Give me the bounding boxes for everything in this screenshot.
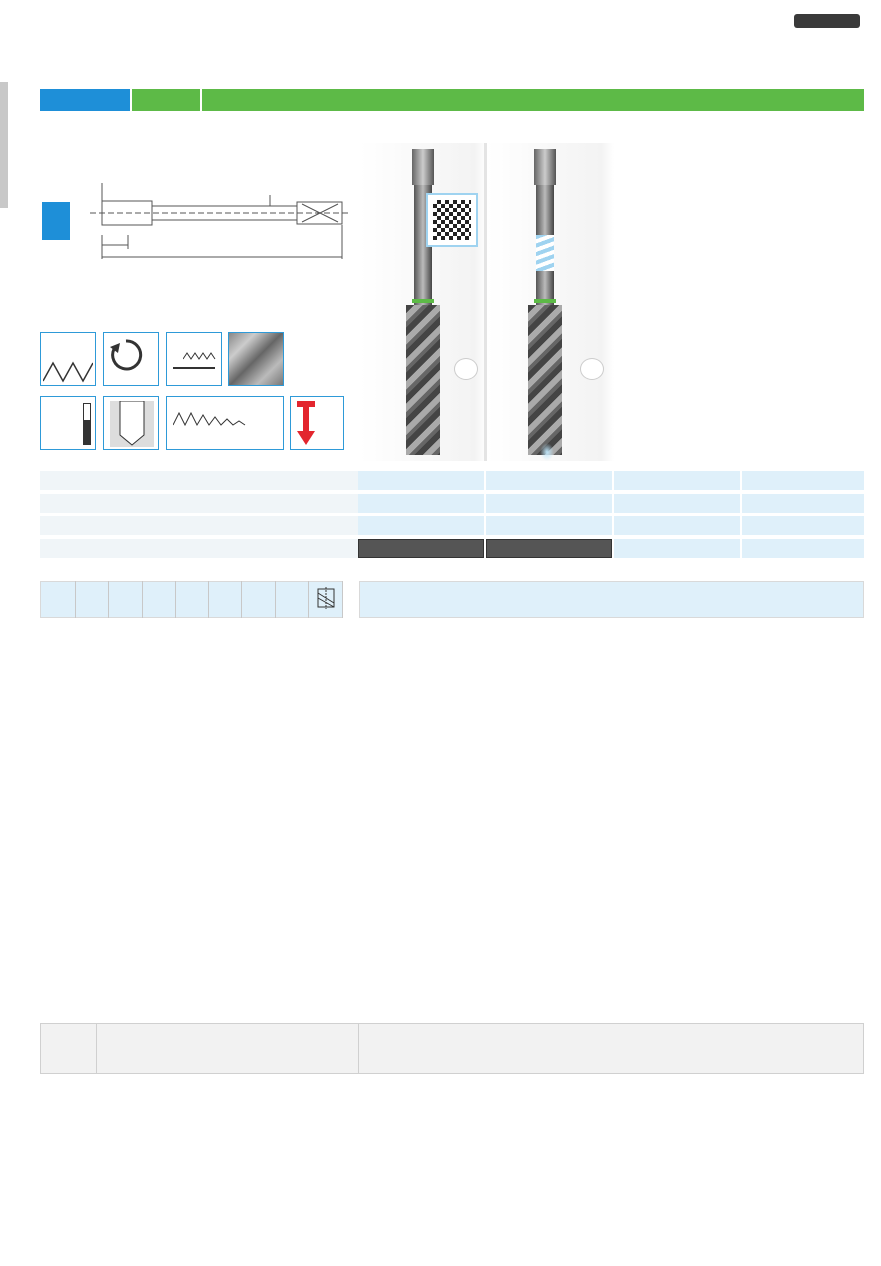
sr-icon xyxy=(290,396,344,450)
spec-header-row xyxy=(41,582,343,618)
property-label xyxy=(40,516,358,535)
property-value-1 xyxy=(358,516,484,535)
property-label xyxy=(40,539,358,558)
tool2-bt-badge xyxy=(580,358,604,380)
property-row xyxy=(40,494,864,513)
property-value-1 xyxy=(358,539,484,558)
blind-hole-icon xyxy=(103,396,159,450)
back-tapered-icon xyxy=(166,396,284,450)
iso-header xyxy=(41,1024,97,1074)
applications-bar xyxy=(202,89,864,111)
chamfer-range xyxy=(173,367,215,369)
tool1-bt-badge xyxy=(454,358,478,380)
property-label xyxy=(40,471,358,490)
property-value-2 xyxy=(486,471,612,490)
brand-logo xyxy=(772,14,862,74)
property-row xyxy=(40,471,864,490)
property-row xyxy=(40,539,864,558)
drill-diameter-icon xyxy=(315,587,337,609)
iso-table xyxy=(40,1023,864,1074)
chamfer-icon xyxy=(166,332,222,386)
property-value-1 xyxy=(358,494,484,513)
property-label xyxy=(40,494,358,513)
property-value-2 xyxy=(486,516,612,535)
spiral-flute-icon xyxy=(228,332,284,386)
property-value-2 xyxy=(486,539,612,558)
qr-code xyxy=(426,193,478,247)
property-value-2 xyxy=(486,494,612,513)
code-header xyxy=(360,582,864,618)
right-hand-icon xyxy=(103,332,159,386)
din-tab xyxy=(40,89,130,111)
hardness-icon xyxy=(40,396,96,450)
thread-angle-icon xyxy=(40,332,96,386)
spec-table xyxy=(40,581,343,618)
code-table xyxy=(359,581,864,618)
tool-photos xyxy=(360,143,614,461)
brand-main xyxy=(772,22,862,74)
property-row xyxy=(40,516,864,535)
tap-drawing xyxy=(80,175,355,265)
side-marker xyxy=(0,82,8,208)
property-value-1 xyxy=(358,471,484,490)
u-tab xyxy=(132,89,200,111)
din-badge xyxy=(42,202,70,240)
